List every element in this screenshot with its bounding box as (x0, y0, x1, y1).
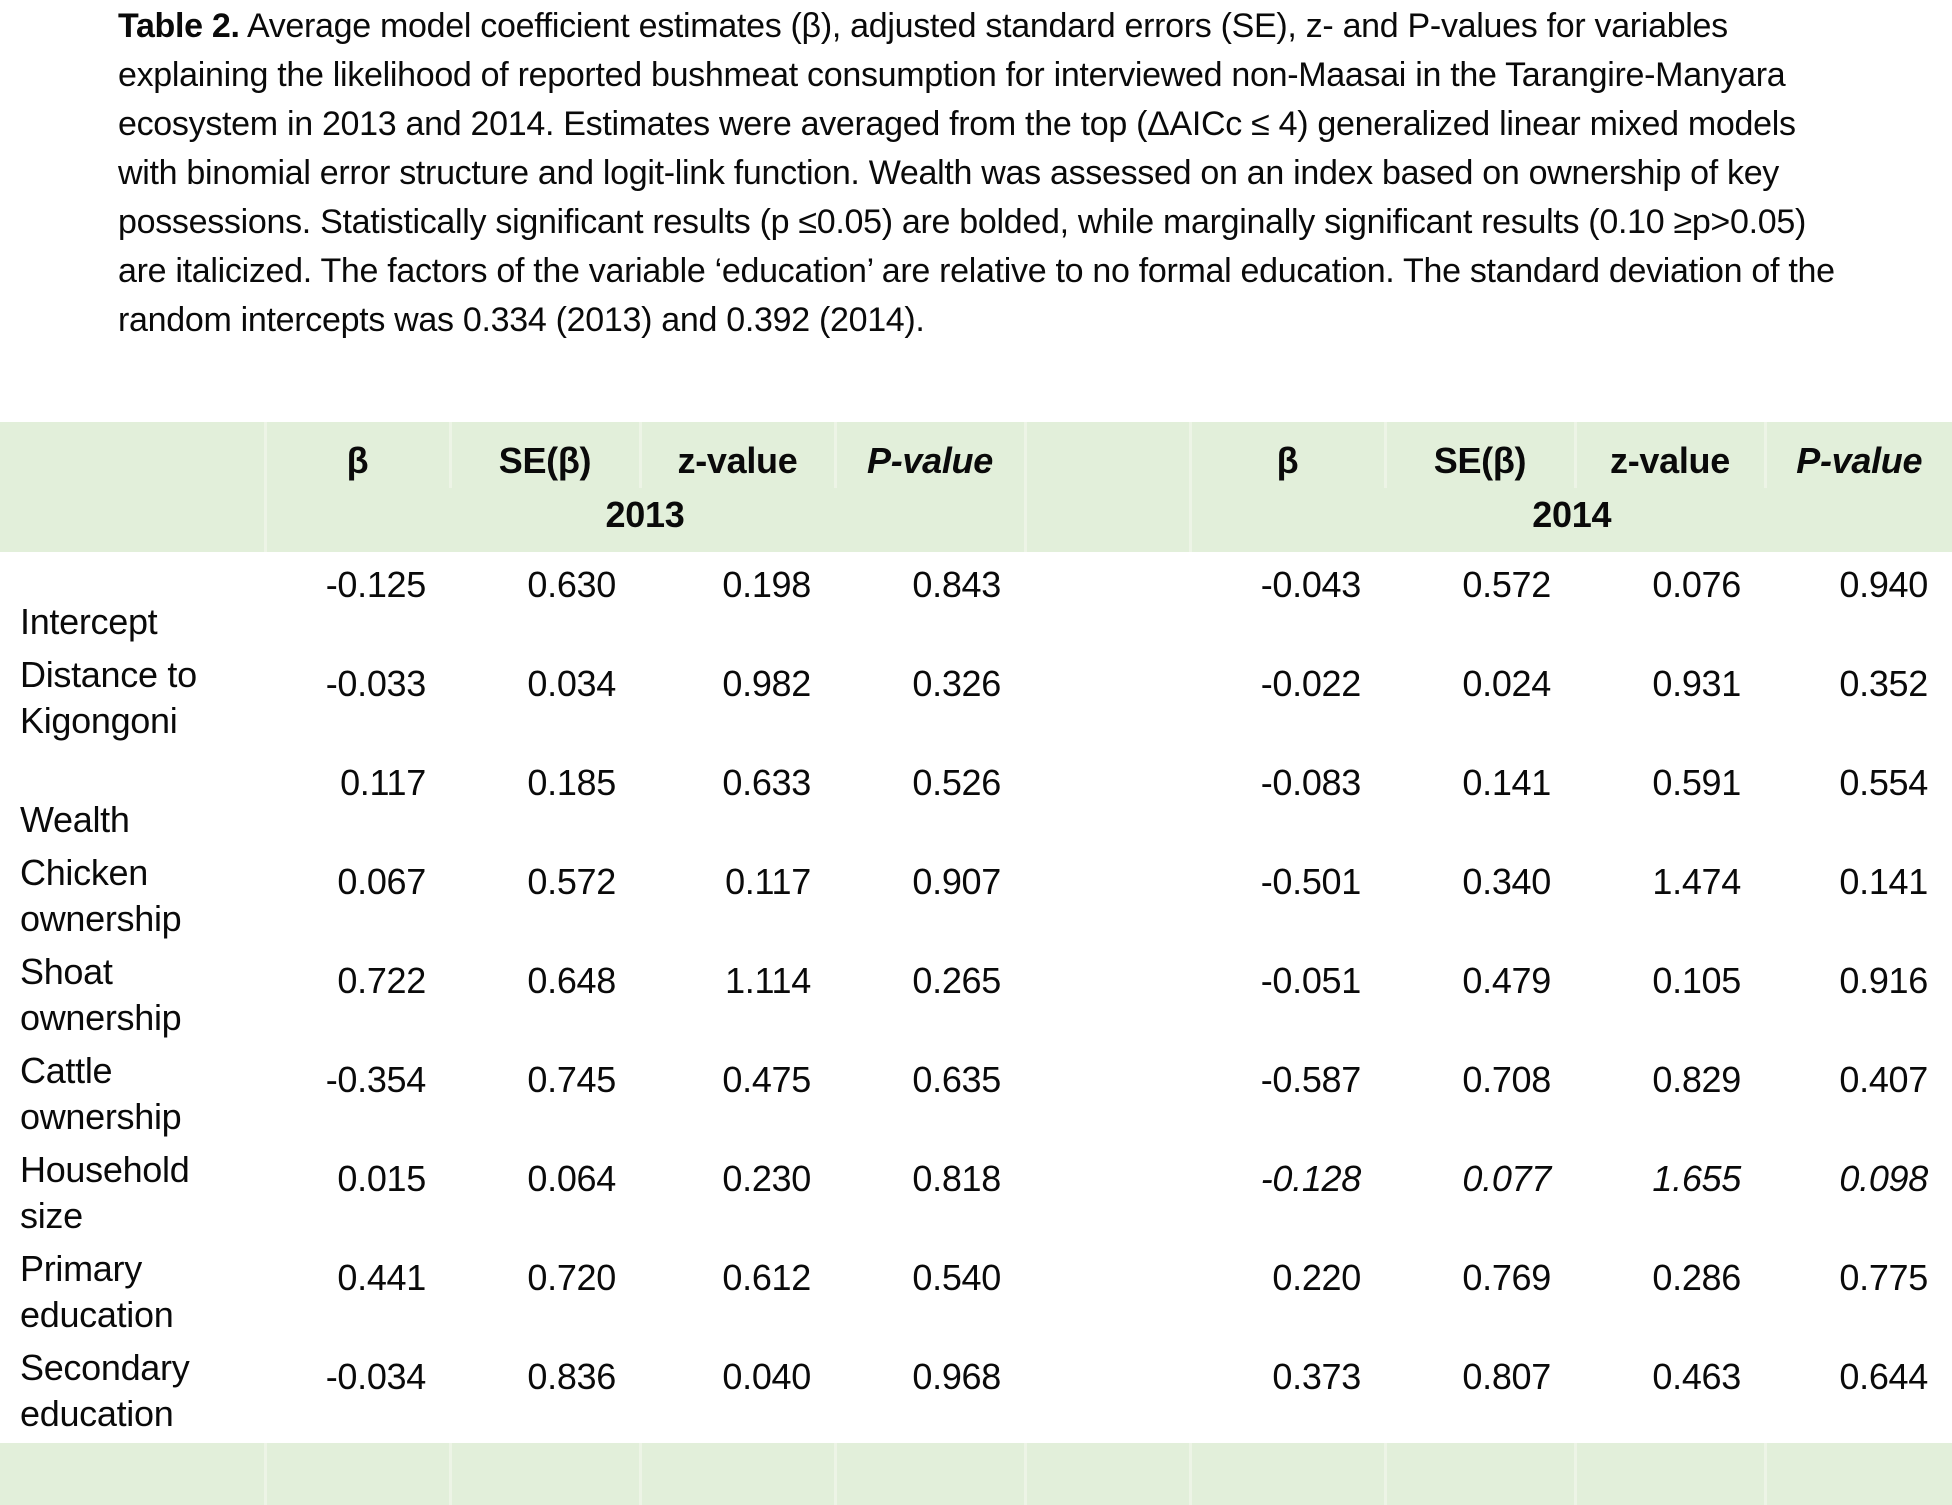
cell-value: 0.286 (1652, 1257, 1741, 1298)
cell-value: 0.907 (912, 861, 1001, 902)
caption-label: Table 2. (118, 7, 240, 45)
cell-value: 0.441 (337, 1257, 426, 1298)
column-gap (1025, 849, 1190, 948)
cell-value: 0.572 (527, 861, 616, 902)
column-gap (1025, 750, 1190, 849)
cell-value: 0.635 (912, 1059, 1001, 1100)
cell-value: -0.051 (1260, 960, 1361, 1001)
cell-value: 0.373 (1272, 1356, 1361, 1397)
cell-value: 0.098 (1839, 1158, 1928, 1199)
cell-value: 0.818 (912, 1158, 1001, 1199)
header-se-2014: SE(β) (1385, 422, 1575, 488)
cell-value: 0.015 (337, 1158, 426, 1199)
cell-value: 0.185 (527, 762, 616, 803)
row-label: Primary education (20, 1248, 174, 1335)
cell-value: 0.141 (1462, 762, 1551, 803)
column-gap (1025, 1146, 1190, 1245)
cell-value: 0.982 (722, 663, 811, 704)
cell-value: 0.829 (1652, 1059, 1741, 1100)
cell-value: 0.475 (722, 1059, 811, 1100)
header-pvalue-2013: P-value (835, 422, 1025, 488)
cell-value: 0.843 (912, 564, 1001, 605)
cell-value: 0.340 (1462, 861, 1551, 902)
row-label: Cattle ownership (20, 1050, 182, 1137)
cell-value: 0.198 (722, 564, 811, 605)
cell-value: 0.968 (912, 1356, 1001, 1397)
table-row (0, 948, 1952, 1047)
cell-value: 0.034 (527, 663, 616, 704)
cell-value: 0.931 (1652, 663, 1741, 704)
cell-value: -0.125 (325, 564, 426, 605)
cell-value: 0.633 (722, 762, 811, 803)
cell-value: 0.105 (1652, 960, 1741, 1001)
cell-value: 0.722 (337, 960, 426, 1001)
table-row (0, 849, 1952, 948)
header-empty-cell (0, 422, 265, 488)
cell-value: 0.077 (1462, 1158, 1551, 1199)
cell-value: -0.033 (325, 663, 426, 704)
cell-value: 0.940 (1839, 564, 1928, 605)
table-row (0, 1344, 1952, 1443)
table-row (0, 1245, 1952, 1344)
cell-value: -0.354 (325, 1059, 426, 1100)
column-gap (1025, 552, 1190, 651)
header-pvalue-2014: P-value (1765, 422, 1952, 488)
cell-value: 0.572 (1462, 564, 1551, 605)
cell-value: -0.043 (1260, 564, 1361, 605)
table-row (0, 651, 1952, 750)
cell-value: 0.076 (1652, 564, 1741, 605)
cell-value: 0.526 (912, 762, 1001, 803)
cell-value: 1.655 (1652, 1158, 1741, 1199)
cell-value: 0.040 (722, 1356, 811, 1397)
footer-cell (1025, 1443, 1190, 1505)
footer-cell (450, 1443, 640, 1505)
row-label: Intercept (20, 601, 158, 642)
results-table-container (0, 422, 1952, 1505)
cell-value: 0.064 (527, 1158, 616, 1199)
header-se-2013: SE(β) (450, 422, 640, 488)
header-beta-2013: β (265, 422, 450, 488)
column-gap (1025, 948, 1190, 1047)
cell-value: 1.114 (725, 960, 811, 1001)
cell-value: 1.474 (1652, 861, 1741, 902)
year-group-2014: 2014 (1190, 488, 1952, 552)
cell-value: -0.501 (1260, 861, 1361, 902)
cell-value: 0.644 (1839, 1356, 1928, 1397)
footer-cell (835, 1443, 1025, 1505)
cell-value: 0.024 (1462, 663, 1551, 704)
footer-cell (0, 1443, 265, 1505)
header-gap-cell (1025, 488, 1190, 552)
footer-cell (1765, 1443, 1952, 1505)
row-label: Chicken ownership (20, 852, 182, 939)
cell-value: 0.117 (340, 762, 426, 803)
header-row-years (0, 488, 1952, 552)
cell-value: -0.128 (1260, 1158, 1361, 1199)
cell-value: 0.769 (1462, 1257, 1551, 1298)
column-gap (1025, 651, 1190, 750)
header-row-measures (0, 422, 1952, 488)
column-gap (1025, 1344, 1190, 1443)
header-zvalue-2013: z-value (640, 422, 835, 488)
cell-value: 0.352 (1839, 663, 1928, 704)
row-label: Household size (20, 1149, 190, 1236)
cell-value: 0.612 (722, 1257, 811, 1298)
cell-value: 0.067 (337, 861, 426, 902)
table-caption (118, 2, 1840, 345)
caption-text: Average model coefficient estimates (β), adjusted standard errors (SE), z- and P-values for variables explaining the likelihood of reported bushmeat consumption for interviewed non-Maasai in the Tarangire-Manyara ecosystem in 2013 and 2014. Estimates were averaged from the top (ΔAICc ≤ 4) generalized linear mixed models with binomial error structure and logit-link function. Wealth was assessed on an index based on ownership of key possessions. Statistically significant results (p ≤0.05) are bolded, while marginally significant results (0.10 ≥p>0.05) are italicized. The factors of the variable ‘education’ are relative to no formal education. The standard deviation of the random intercepts was 0.334 (2013) and 0.392 (2014). (118, 7, 1835, 339)
cell-value: 0.265 (912, 960, 1001, 1001)
cell-value: 0.916 (1839, 960, 1928, 1001)
results-table (0, 422, 1952, 1505)
header-gap-cell (1025, 422, 1190, 488)
footer-cell (1190, 1443, 1385, 1505)
table-row (0, 1146, 1952, 1245)
cell-value: 0.141 (1839, 861, 1928, 902)
cell-value: 0.591 (1652, 762, 1741, 803)
year-group-2013: 2013 (265, 488, 1025, 552)
table-row (0, 1047, 1952, 1146)
cell-value: 0.745 (527, 1059, 616, 1100)
cell-value: 0.648 (527, 960, 616, 1001)
cell-value: 0.479 (1462, 960, 1551, 1001)
footer-cell (640, 1443, 835, 1505)
cell-value: 0.117 (725, 861, 811, 902)
cell-value: 0.807 (1462, 1356, 1551, 1397)
cell-value: -0.022 (1260, 663, 1361, 704)
cell-value: 0.220 (1272, 1257, 1361, 1298)
row-label: Distance to Kigongoni (20, 654, 197, 741)
cell-value: -0.083 (1260, 762, 1361, 803)
cell-value: 0.540 (912, 1257, 1001, 1298)
cell-value: 0.230 (722, 1158, 811, 1199)
cell-value: 0.836 (527, 1356, 616, 1397)
cell-value: 0.326 (912, 663, 1001, 704)
column-gap (1025, 1245, 1190, 1344)
table-row (0, 750, 1952, 849)
cell-value: 0.708 (1462, 1059, 1551, 1100)
row-label: Shoat ownership (20, 951, 182, 1038)
header-empty-cell (0, 488, 265, 552)
footer-band (0, 1443, 1952, 1505)
cell-value: 0.720 (527, 1257, 616, 1298)
table-row (0, 552, 1952, 651)
cell-value: 0.630 (527, 564, 616, 605)
cell-value: -0.587 (1260, 1059, 1361, 1100)
cell-value: 0.775 (1839, 1257, 1928, 1298)
row-label: Secondary education (20, 1347, 190, 1434)
cell-value: 0.554 (1839, 762, 1928, 803)
cell-value: 0.463 (1652, 1356, 1741, 1397)
footer-cell (265, 1443, 450, 1505)
row-label: Wealth (20, 799, 130, 840)
header-beta-2014: β (1190, 422, 1385, 488)
cell-value: -0.034 (325, 1356, 426, 1397)
header-zvalue-2014: z-value (1575, 422, 1765, 488)
column-gap (1025, 1047, 1190, 1146)
footer-cell (1385, 1443, 1575, 1505)
cell-value: 0.407 (1839, 1059, 1928, 1100)
footer-cell (1575, 1443, 1765, 1505)
